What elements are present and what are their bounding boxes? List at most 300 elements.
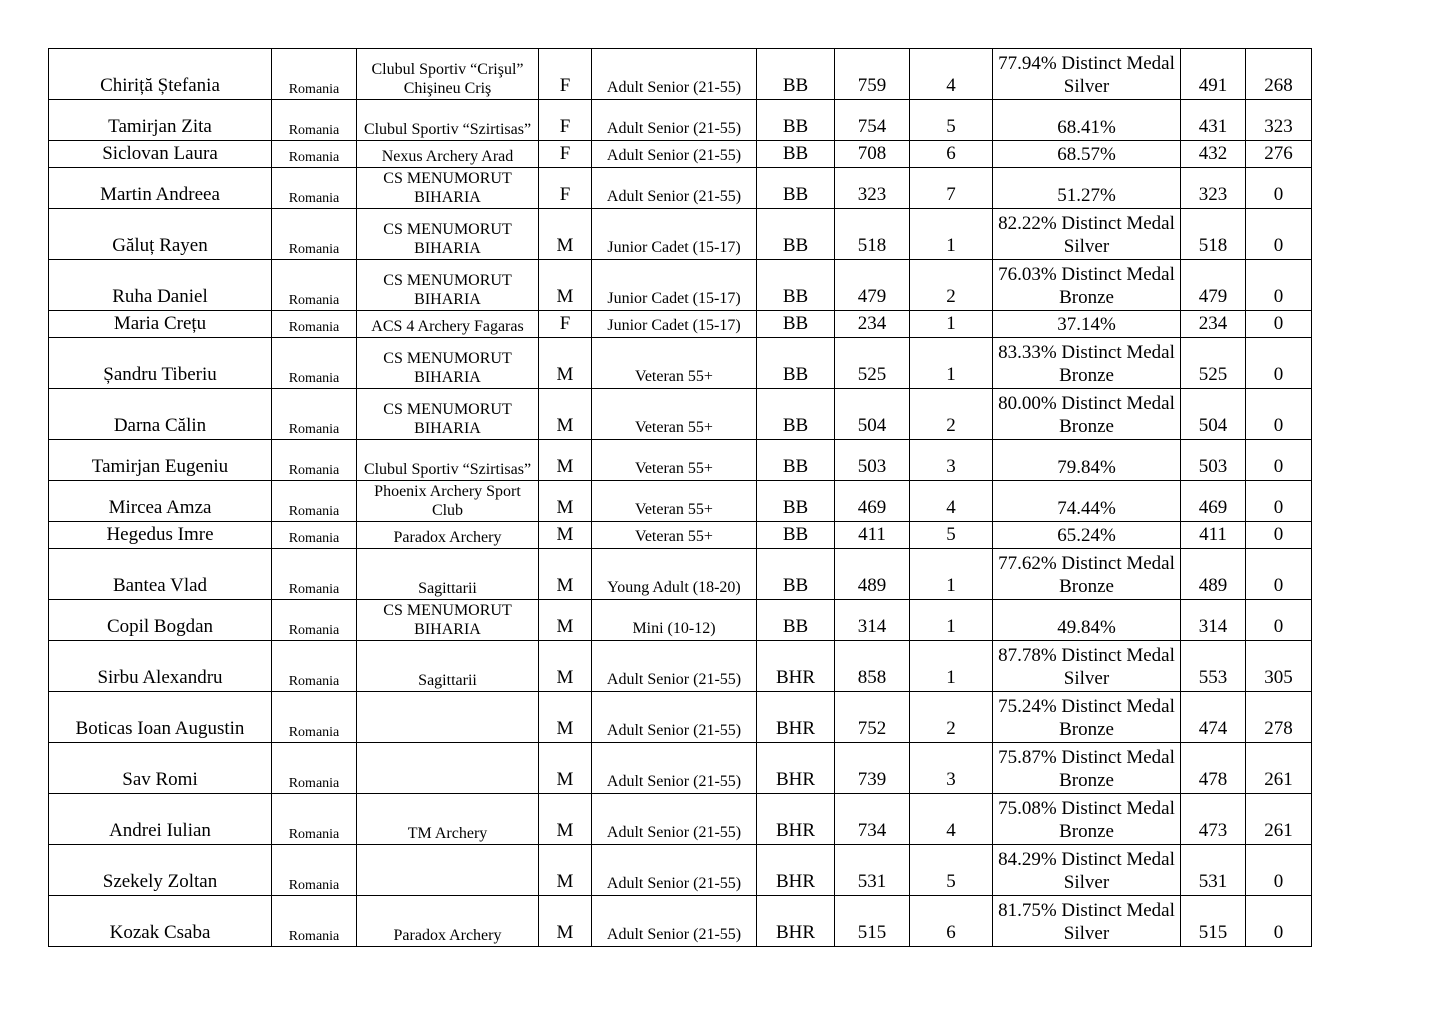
award: 37.14% (1057, 314, 1116, 335)
athlete-name: Boticas Ioan Augustin (75, 718, 245, 739)
rank-cell (910, 168, 993, 209)
club-cell (357, 260, 539, 311)
age-category-cell (592, 260, 757, 311)
bow-division-cell (757, 338, 835, 389)
round-2-score: 0 (1273, 575, 1284, 596)
country-cell (272, 49, 357, 100)
age-category-cell (592, 141, 757, 168)
total-score: 323 (857, 184, 887, 205)
age-category-cell (592, 168, 757, 209)
round-2-score: 0 (1273, 922, 1284, 943)
table-row (49, 100, 1312, 141)
age-category-cell (592, 209, 757, 260)
round-2-score: 0 (1273, 497, 1284, 518)
award-cell (993, 260, 1181, 311)
gender: M (556, 456, 574, 477)
total-score: 759 (857, 75, 887, 96)
athlete-name-cell (49, 49, 272, 100)
age-category: Veteran 55+ (635, 419, 713, 436)
athlete-name: Martin Andreea (100, 184, 220, 205)
country-cell (272, 100, 357, 141)
bow-division-cell (757, 168, 835, 209)
bow-division-cell (757, 389, 835, 440)
bow-division: BB (782, 575, 809, 596)
club-cell (357, 100, 539, 141)
club-cell (357, 440, 539, 481)
total-score-cell (835, 845, 910, 896)
rank: 4 (946, 497, 956, 518)
round-1-score-cell (1181, 311, 1246, 338)
rank: 6 (946, 143, 956, 164)
gender-cell (539, 549, 592, 600)
gender-cell (539, 692, 592, 743)
club: ACS 4 Archery Fagaras (371, 318, 524, 335)
rank-cell (910, 481, 993, 522)
age-category-cell (592, 600, 757, 641)
round-2-score-cell (1246, 100, 1312, 141)
gender: F (559, 184, 571, 205)
award-cell (993, 845, 1181, 896)
total-score-cell (835, 209, 910, 260)
table-row (49, 794, 1312, 845)
round-1-score: 469 (1198, 497, 1228, 518)
athlete-name-cell (49, 481, 272, 522)
round-1-score: 478 (1198, 769, 1228, 790)
total-score: 518 (857, 235, 887, 256)
club-cell (357, 896, 539, 947)
country-cell (272, 168, 357, 209)
rank: 1 (946, 667, 956, 688)
athlete-name: Chiriță Ștefania (100, 75, 220, 96)
award-cell (993, 896, 1181, 947)
award-cell (993, 641, 1181, 692)
gender-cell (539, 209, 592, 260)
round-1-score-cell (1181, 549, 1246, 600)
rank-cell (910, 209, 993, 260)
round-2-score: 0 (1273, 616, 1284, 637)
round-2-score-cell (1246, 600, 1312, 641)
bow-division-cell (757, 440, 835, 481)
round-1-score: 553 (1198, 667, 1228, 688)
table-row (49, 549, 1312, 600)
country-cell (272, 260, 357, 311)
club: CS MENUMORUT BIHARIA (383, 401, 512, 437)
award-cell (993, 600, 1181, 641)
round-1-score-cell (1181, 49, 1246, 100)
award-cell (993, 49, 1181, 100)
rank-cell (910, 692, 993, 743)
gender-cell (539, 311, 592, 338)
club: Paradox Archery (393, 529, 502, 546)
award: 79.84% (1057, 457, 1116, 478)
total-score-cell (835, 743, 910, 794)
gender: M (556, 616, 574, 637)
round-2-score-cell (1246, 389, 1312, 440)
award: 75.87% Distinct Medal Bronze (998, 747, 1175, 791)
club-cell (357, 141, 539, 168)
total-score-cell (835, 338, 910, 389)
total-score: 525 (857, 364, 887, 385)
award-cell (993, 311, 1181, 338)
total-score: 515 (857, 922, 887, 943)
club-cell (357, 209, 539, 260)
age-category-cell (592, 389, 757, 440)
rank-cell (910, 522, 993, 549)
total-score-cell (835, 481, 910, 522)
total-score: 708 (857, 143, 887, 164)
award: 68.57% (1057, 144, 1116, 165)
rank: 1 (946, 313, 956, 334)
bow-division: BHR (775, 769, 816, 790)
gender: M (556, 286, 574, 307)
club-cell (357, 389, 539, 440)
round-1-score-cell (1181, 209, 1246, 260)
table-row (49, 389, 1312, 440)
bow-division-cell (757, 743, 835, 794)
country: Romania (288, 422, 340, 437)
gender-cell (539, 141, 592, 168)
club: CS MENUMORUT BIHARIA (383, 221, 512, 257)
age-category: Adult Senior (21-55) (606, 722, 742, 739)
age-category: Veteran 55+ (635, 528, 713, 545)
round-1-score: 323 (1198, 184, 1228, 205)
round-1-score-cell (1181, 338, 1246, 389)
round-1-score: 531 (1198, 871, 1228, 892)
athlete-name-cell (49, 641, 272, 692)
round-1-score-cell (1181, 743, 1246, 794)
round-2-score-cell (1246, 311, 1312, 338)
athlete-name-cell (49, 209, 272, 260)
club-cell (357, 168, 539, 209)
table-row (49, 260, 1312, 311)
country: Romania (288, 82, 340, 97)
gender: M (556, 667, 574, 688)
table-row (49, 168, 1312, 209)
total-score-cell (835, 641, 910, 692)
bow-division: BB (782, 456, 809, 477)
athlete-name: Mircea Amza (108, 497, 212, 518)
country: Romania (288, 463, 340, 478)
athlete-name: Andrei Iulian (109, 820, 211, 841)
award-cell (993, 440, 1181, 481)
bow-division: BB (782, 286, 809, 307)
age-category: Adult Senior (21-55) (606, 147, 742, 164)
results-body (49, 49, 1312, 947)
rank: 1 (946, 364, 956, 385)
athlete-name: Bantea Vlad (112, 575, 208, 596)
round-1-score: 489 (1198, 575, 1228, 596)
country: Romania (288, 293, 340, 308)
award: 74.44% (1057, 498, 1116, 519)
rank: 6 (946, 922, 956, 943)
round-1-score-cell (1181, 100, 1246, 141)
award: 80.00% Distinct Medal Bronze (998, 393, 1175, 437)
country: Romania (288, 674, 340, 689)
athlete-name: Maria Crețu (113, 313, 207, 334)
club-cell (357, 49, 539, 100)
club: CS MENUMORUT BIHARIA (383, 350, 512, 386)
total-score: 739 (857, 769, 887, 790)
round-1-score-cell (1181, 481, 1246, 522)
age-category: Young Adult (18-20) (607, 579, 741, 596)
country: Romania (288, 123, 340, 138)
round-2-score: 0 (1273, 286, 1284, 307)
round-1-score: 515 (1198, 922, 1228, 943)
award: 84.29% Distinct Medal Silver (998, 849, 1175, 893)
gender: F (559, 75, 571, 96)
round-2-score: 0 (1273, 364, 1284, 385)
round-1-score: 411 (1199, 524, 1227, 545)
bow-division-cell (757, 311, 835, 338)
bow-division-cell (757, 49, 835, 100)
athlete-name-cell (49, 168, 272, 209)
athlete-name: Siclovan Laura (102, 143, 218, 164)
round-1-score: 314 (1198, 616, 1228, 637)
bow-division-cell (757, 141, 835, 168)
club-cell (357, 338, 539, 389)
athlete-name: Darna Călin (113, 415, 207, 436)
club: Sagittarii (418, 672, 477, 689)
rank: 1 (946, 616, 956, 637)
rank: 4 (946, 75, 956, 96)
rank: 5 (946, 871, 956, 892)
bow-division: BB (782, 235, 809, 256)
table-row (49, 743, 1312, 794)
club-cell (357, 311, 539, 338)
table-row (49, 311, 1312, 338)
rank-cell (910, 389, 993, 440)
table-row (49, 600, 1312, 641)
rank: 3 (946, 456, 956, 477)
club: Clubul Sportiv “Szirtisas” (363, 461, 532, 478)
table-row (49, 481, 1312, 522)
total-score-cell (835, 549, 910, 600)
results-table (48, 48, 1312, 947)
country-cell (272, 522, 357, 549)
gender: M (556, 497, 574, 518)
age-category-cell (592, 641, 757, 692)
bow-division: BB (782, 524, 809, 545)
age-category-cell (592, 311, 757, 338)
rank-cell (910, 743, 993, 794)
round-2-score: 278 (1264, 718, 1293, 739)
country: Romania (288, 191, 340, 206)
award-cell (993, 743, 1181, 794)
round-2-score: 323 (1264, 116, 1293, 137)
country: Romania (288, 371, 340, 386)
athlete-name: Tamirjan Zita (108, 116, 212, 137)
gender: M (556, 575, 574, 596)
country: Romania (288, 504, 340, 519)
athlete-name-cell (49, 311, 272, 338)
gender: M (556, 871, 574, 892)
athlete-name-cell (49, 549, 272, 600)
award: 51.27% (1057, 185, 1116, 206)
age-category-cell (592, 896, 757, 947)
total-score-cell (835, 896, 910, 947)
age-category-cell (592, 743, 757, 794)
bow-division: BB (782, 415, 809, 436)
total-score-cell (835, 141, 910, 168)
round-2-score-cell (1246, 338, 1312, 389)
total-score-cell (835, 260, 910, 311)
table-row (49, 49, 1312, 100)
gender: F (559, 116, 571, 137)
age-category: Veteran 55+ (635, 368, 713, 385)
gender-cell (539, 260, 592, 311)
table-row (49, 209, 1312, 260)
age-category: Junior Cadet (15-17) (607, 239, 741, 256)
total-score: 754 (857, 116, 887, 137)
award: 68.41% (1057, 117, 1116, 138)
table-row (49, 896, 1312, 947)
table-row (49, 440, 1312, 481)
club-cell (357, 845, 539, 896)
gender: M (556, 415, 574, 436)
gender-cell (539, 389, 592, 440)
bow-division: BHR (775, 871, 816, 892)
award-cell (993, 209, 1181, 260)
gender-cell (539, 794, 592, 845)
athlete-name-cell (49, 260, 272, 311)
age-category: Adult Senior (21-55) (606, 120, 742, 137)
athlete-name-cell (49, 389, 272, 440)
club-cell (357, 549, 539, 600)
award: 76.03% Distinct Medal Bronze (998, 264, 1175, 308)
total-score: 734 (857, 820, 887, 841)
round-2-score-cell (1246, 141, 1312, 168)
age-category: Veteran 55+ (635, 501, 713, 518)
round-1-score-cell (1181, 641, 1246, 692)
country-cell (272, 743, 357, 794)
round-2-score-cell (1246, 692, 1312, 743)
country: Romania (288, 320, 340, 335)
athlete-name: Sav Romi (122, 769, 198, 790)
round-2-score-cell (1246, 845, 1312, 896)
round-2-score: 0 (1273, 524, 1284, 545)
round-2-score: 261 (1264, 769, 1293, 790)
rank: 3 (946, 769, 956, 790)
country: Romania (288, 725, 340, 740)
age-category: Junior Cadet (15-17) (607, 317, 741, 334)
age-category: Veteran 55+ (635, 460, 713, 477)
total-score: 752 (857, 718, 887, 739)
rank: 7 (946, 184, 956, 205)
round-2-score-cell (1246, 549, 1312, 600)
bow-division: BHR (775, 718, 816, 739)
round-1-score-cell (1181, 692, 1246, 743)
gender-cell (539, 641, 592, 692)
round-2-score-cell (1246, 209, 1312, 260)
total-score: 531 (857, 871, 887, 892)
total-score: 503 (857, 456, 887, 477)
age-category: Adult Senior (21-55) (606, 875, 742, 892)
gender: M (556, 524, 574, 545)
country: Romania (288, 623, 340, 638)
country-cell (272, 311, 357, 338)
age-category-cell (592, 49, 757, 100)
table-row (49, 141, 1312, 168)
rank: 5 (946, 524, 956, 545)
bow-division-cell (757, 260, 835, 311)
country: Romania (288, 776, 340, 791)
country: Romania (288, 582, 340, 597)
age-category: Adult Senior (21-55) (606, 824, 742, 841)
country-cell (272, 600, 357, 641)
gender-cell (539, 522, 592, 549)
rank-cell (910, 600, 993, 641)
country: Romania (288, 827, 340, 842)
round-2-score: 0 (1273, 184, 1284, 205)
round-2-score-cell (1246, 522, 1312, 549)
athlete-name-cell (49, 440, 272, 481)
award-cell (993, 168, 1181, 209)
gender-cell (539, 168, 592, 209)
club: Clubul Sportiv “Szirtisas” (363, 121, 532, 138)
bow-division: BB (782, 184, 809, 205)
rank-cell (910, 794, 993, 845)
athlete-name: Szekely Zoltan (102, 871, 218, 892)
athlete-name-cell (49, 896, 272, 947)
athlete-name-cell (49, 100, 272, 141)
rank-cell (910, 311, 993, 338)
bow-division: BB (782, 75, 809, 96)
country-cell (272, 549, 357, 600)
gender: M (556, 820, 574, 841)
country-cell (272, 209, 357, 260)
total-score-cell (835, 522, 910, 549)
gender-cell (539, 845, 592, 896)
round-2-score-cell (1246, 743, 1312, 794)
club: Sagittarii (418, 580, 477, 597)
round-2-score: 0 (1273, 415, 1284, 436)
bow-division-cell (757, 845, 835, 896)
award: 83.33% Distinct Medal Bronze (998, 342, 1175, 386)
total-score-cell (835, 389, 910, 440)
rank-cell (910, 100, 993, 141)
award-cell (993, 522, 1181, 549)
gender: M (556, 235, 574, 256)
bow-division-cell (757, 692, 835, 743)
athlete-name: Ruha Daniel (112, 286, 208, 307)
award: 75.24% Distinct Medal Bronze (998, 696, 1175, 740)
round-1-score-cell (1181, 260, 1246, 311)
athlete-name: Șandru Tiberiu (103, 364, 217, 385)
round-1-score-cell (1181, 845, 1246, 896)
total-score-cell (835, 168, 910, 209)
bow-division: BB (782, 497, 809, 518)
round-1-score-cell (1181, 896, 1246, 947)
total-score: 504 (857, 415, 887, 436)
total-score-cell (835, 100, 910, 141)
total-score-cell (835, 311, 910, 338)
bow-division-cell (757, 896, 835, 947)
gender: M (556, 718, 574, 739)
total-score: 469 (857, 497, 887, 518)
round-2-score: 0 (1273, 313, 1284, 334)
club: TM Archery (407, 825, 488, 842)
country-cell (272, 692, 357, 743)
round-1-score: 473 (1198, 820, 1228, 841)
club: CS MENUMORUT BIHARIA (383, 170, 512, 206)
round-1-score-cell (1181, 389, 1246, 440)
round-2-score-cell (1246, 49, 1312, 100)
club: Nexus Archery Arad (381, 148, 514, 165)
bow-division-cell (757, 794, 835, 845)
athlete-name-cell (49, 794, 272, 845)
rank: 2 (946, 286, 956, 307)
country-cell (272, 641, 357, 692)
